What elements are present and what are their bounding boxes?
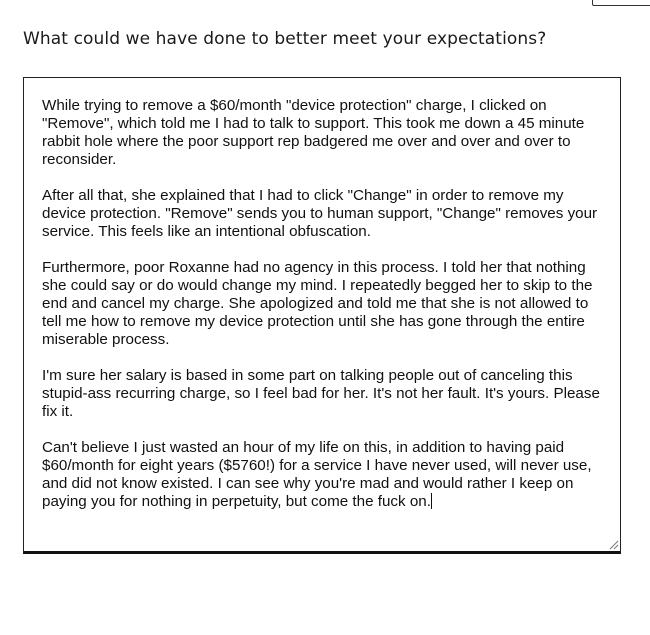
feedback-text[interactable] bbox=[42, 97, 604, 511]
resize-grip-icon[interactable] bbox=[609, 540, 619, 550]
feedback-paragraph: After all that, she explained that I had to click "Change" in order to remove my device protection. "Remove" sends you to human support, "Change" removes your service. This feels like an intentional obfuscation. bbox=[42, 187, 598, 240]
top-corner-button[interactable] bbox=[592, 0, 650, 6]
text-caret bbox=[431, 493, 432, 509]
feedback-paragraph: While trying to remove a $60/month "device protection" charge, I clicked on "Remove", which told me I had to talk to support. This took me down a 45 minute rabbit hole where the poor support rep badgered me over and over and over to reconsider. bbox=[42, 97, 585, 168]
feedback-paragraph-last bbox=[42, 439, 604, 511]
feedback-paragraph: Furthermore, poor Roxanne had no agency in this process. I told her that nothing she could say or do would change my mind. I repeatedly begged her to skip to the end and cancel my charge. She apologized and told me that she is not allowed to tell me how to remove my device protection until she has gone through the entire miserable process. bbox=[42, 259, 593, 348]
feedback-question: What could we have done to better meet your expectations? bbox=[23, 29, 547, 49]
feedback-paragraph: I'm sure her salary is based in some part on talking people out of canceling this stupid-ass recurring charge, so I feel bad for her. It's not her fault. It's yours. Please fix it. bbox=[42, 367, 600, 420]
feedback-last-text: Can't believe I just wasted an hour of my life on this, in addition to having paid $60/month for eight years ($5760!) for a service I have never used, will never use, and did not know existed. I can see why you're mad and would rather I keep on paying you for nothing in perpetuity, but come the fuck on. bbox=[42, 439, 592, 510]
feedback-textarea[interactable] bbox=[23, 77, 621, 554]
